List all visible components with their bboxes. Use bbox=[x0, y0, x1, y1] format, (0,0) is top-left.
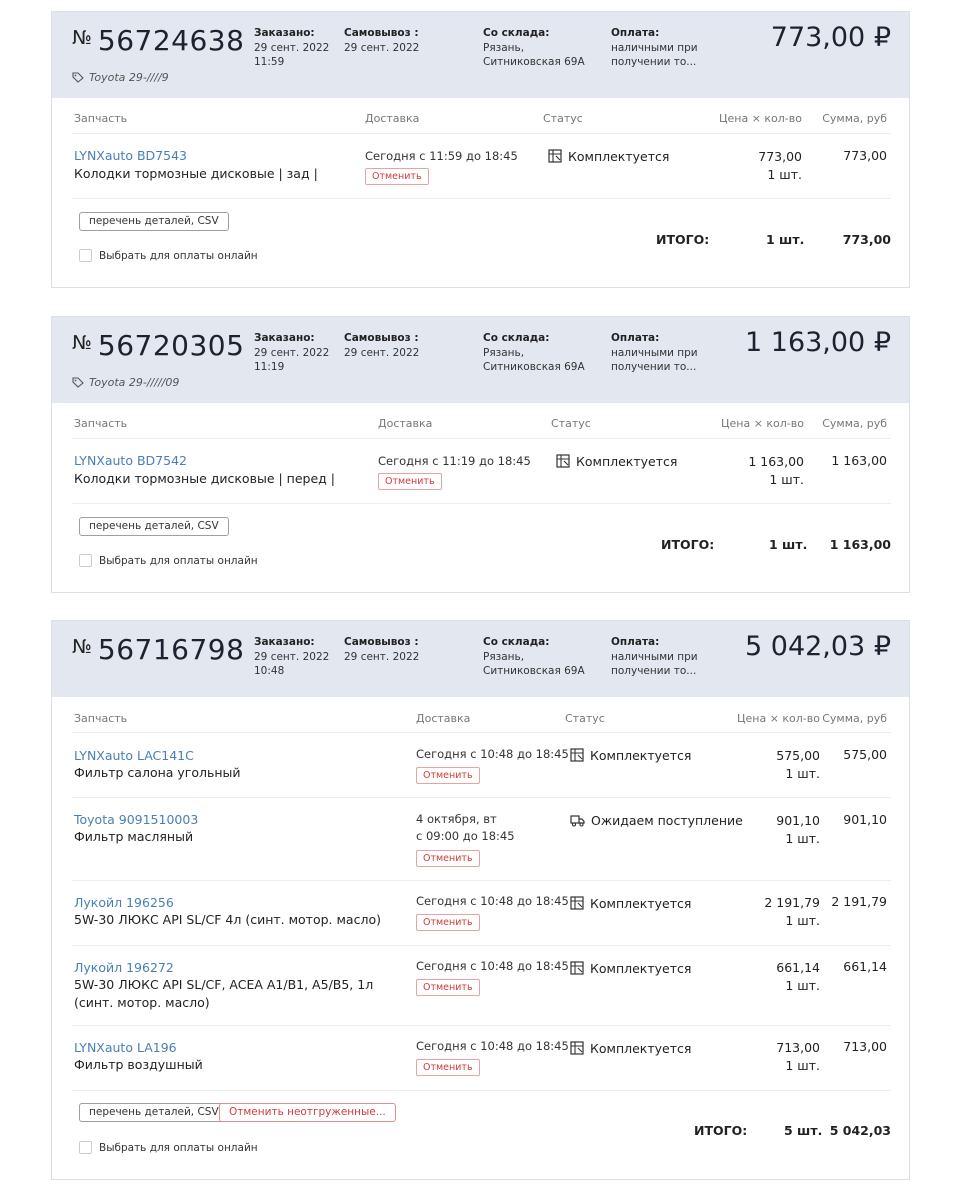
pay-online-checkbox[interactable]: Выбрать для оплаты онлайн bbox=[79, 1141, 258, 1154]
order-card bbox=[51, 620, 910, 1180]
col-sum: Сумма, руб bbox=[822, 712, 887, 725]
part-description: Колодки тормозные дисковые | зад | bbox=[74, 166, 318, 181]
item-status: Ожидаем поступление bbox=[570, 813, 743, 828]
itogo-qty: 1 шт. bbox=[769, 537, 808, 552]
delivery-time: Сегодня с 10:48 до 18:45 bbox=[416, 1039, 569, 1053]
cancel-item-button[interactable]: Отменить bbox=[416, 979, 480, 996]
pickup-info: Самовывоз : 29 сент. 2022 bbox=[344, 636, 420, 663]
divider bbox=[72, 438, 891, 439]
item-sum: 1 163,00 bbox=[831, 453, 887, 468]
divider bbox=[72, 1025, 891, 1026]
itogo-sum: 773,00 bbox=[842, 232, 891, 247]
order-number: № 56724638 bbox=[72, 24, 245, 57]
tag-icon bbox=[72, 377, 84, 388]
item-price: 901,10 1 шт. bbox=[776, 813, 820, 846]
itogo-label: ИТОГО: bbox=[661, 537, 715, 552]
order-card bbox=[51, 11, 910, 288]
col-price: Цена × кол-во bbox=[736, 712, 820, 725]
part-link[interactable]: LYNXauto LAC141C bbox=[74, 748, 194, 763]
col-delivery: Доставка bbox=[416, 712, 471, 725]
ordered-info: Заказано: 29 сент. 2022 11:19 bbox=[254, 332, 330, 373]
item-status: Комплектуется bbox=[570, 1041, 691, 1056]
order-card bbox=[51, 316, 910, 593]
car-tag: Toyota 29-/////09 bbox=[72, 376, 179, 389]
cancel-unshipped-button[interactable]: Отменить неотгруженные... bbox=[219, 1103, 396, 1122]
col-delivery: Доставка bbox=[378, 417, 433, 430]
pay-online-checkbox[interactable]: Выбрать для оплаты онлайн bbox=[79, 249, 258, 262]
delivery-time: 4 октября, вт с 09:00 до 18:45 bbox=[416, 812, 515, 843]
item-sum: 2 191,79 bbox=[831, 894, 887, 909]
divider bbox=[72, 1090, 891, 1091]
item-status: Комплектуется bbox=[556, 454, 677, 469]
item-price: 713,00 1 шт. bbox=[776, 1040, 820, 1073]
divider bbox=[72, 945, 891, 946]
itogo-qty: 1 шт. bbox=[766, 232, 805, 247]
item-price: 575,00 1 шт. bbox=[776, 748, 820, 781]
col-part: Запчасть bbox=[74, 112, 128, 125]
part-link[interactable]: LYNXauto BD7543 bbox=[74, 148, 187, 163]
item-status: Комплектуется bbox=[570, 748, 691, 763]
order-header bbox=[52, 621, 909, 697]
item-sum: 773,00 bbox=[843, 148, 887, 163]
divider bbox=[72, 133, 891, 134]
cancel-item-button[interactable]: Отменить bbox=[416, 767, 480, 784]
divider bbox=[72, 732, 891, 733]
divider bbox=[72, 797, 891, 798]
cancel-item-button[interactable]: Отменить bbox=[416, 1059, 480, 1076]
item-sum: 713,00 bbox=[843, 1039, 887, 1054]
cancel-item-button[interactable]: Отменить bbox=[416, 914, 480, 931]
item-sum: 661,14 bbox=[843, 959, 887, 974]
divider bbox=[72, 198, 891, 199]
cancel-item-button[interactable]: Отменить bbox=[378, 473, 442, 490]
col-status: Статус bbox=[543, 112, 583, 125]
box-assembling-icon bbox=[570, 748, 584, 762]
delivery-time: Сегодня с 10:48 до 18:45 bbox=[416, 747, 569, 761]
order-total: 5 042,03 ₽ bbox=[745, 631, 891, 662]
part-description: Фильтр салона угольный bbox=[74, 765, 241, 780]
box-assembling-icon bbox=[548, 149, 562, 163]
itogo-label: ИТОГО: bbox=[694, 1123, 748, 1138]
item-status: Комплектуется bbox=[570, 961, 691, 976]
order-header bbox=[52, 317, 909, 403]
itogo-label: ИТОГО: bbox=[656, 232, 710, 247]
item-sum: 575,00 bbox=[843, 747, 887, 762]
pickup-info: Самовывоз : 29 сент. 2022 bbox=[344, 27, 420, 54]
item-status: Комплектуется bbox=[548, 149, 669, 164]
part-description: Фильтр масляный bbox=[74, 829, 194, 844]
part-link[interactable]: LYNXauto BD7542 bbox=[74, 453, 187, 468]
box-assembling-icon bbox=[570, 1041, 584, 1055]
item-price: 773,00 1 шт. bbox=[758, 149, 802, 182]
cancel-item-button[interactable]: Отменить bbox=[365, 168, 429, 185]
divider bbox=[72, 880, 891, 881]
part-description: 5W-30 ЛЮКС API SL/CF 4л (синт. мотор. масло) bbox=[74, 912, 381, 927]
itogo-qty: 5 шт. bbox=[784, 1123, 823, 1138]
divider bbox=[72, 503, 891, 504]
col-sum: Сумма, руб bbox=[822, 417, 887, 430]
csv-export-button[interactable]: перечень деталей, CSV bbox=[79, 212, 229, 231]
checkbox[interactable] bbox=[79, 249, 92, 262]
checkbox[interactable] bbox=[79, 1141, 92, 1154]
store-info: Со склада: Рязань, Ситниковская 69А bbox=[483, 27, 585, 68]
order-number: № 56720305 bbox=[72, 329, 245, 362]
col-part: Запчасть bbox=[74, 712, 128, 725]
delivery-time: Сегодня с 11:19 до 18:45 bbox=[378, 454, 531, 468]
part-description: Колодки тормозные дисковые | перед | bbox=[74, 471, 335, 486]
cancel-item-button[interactable]: Отменить bbox=[416, 850, 480, 867]
ordered-info: Заказано: 29 сент. 2022 11:59 bbox=[254, 27, 330, 68]
order-header bbox=[52, 12, 909, 98]
csv-export-button[interactable]: перечень деталей, CSV bbox=[79, 1103, 229, 1122]
delivery-time: Сегодня с 10:48 до 18:45 bbox=[416, 959, 569, 973]
delivery-time: Сегодня с 10:48 до 18:45 bbox=[416, 894, 569, 908]
part-description: Фильтр воздушный bbox=[74, 1057, 203, 1072]
col-delivery: Доставка bbox=[365, 112, 420, 125]
col-price: Цена × кол-во bbox=[718, 112, 802, 125]
store-info: Со склада: Рязань, Ситниковская 69А bbox=[483, 332, 585, 373]
item-price: 2 191,79 1 шт. bbox=[764, 895, 820, 928]
truck-icon bbox=[570, 814, 585, 827]
csv-export-button[interactable]: перечень деталей, CSV bbox=[79, 517, 229, 536]
item-price: 661,14 1 шт. bbox=[776, 960, 820, 993]
delivery-time: Сегодня с 11:59 до 18:45 bbox=[365, 149, 518, 163]
box-assembling-icon bbox=[556, 454, 570, 468]
tag-icon bbox=[72, 72, 84, 83]
box-assembling-icon bbox=[570, 961, 584, 975]
col-status: Статус bbox=[565, 712, 605, 725]
order-total: 773,00 ₽ bbox=[770, 22, 891, 53]
item-price: 1 163,00 1 шт. bbox=[748, 454, 804, 487]
part-link[interactable]: Лукойл 196256 bbox=[74, 895, 174, 910]
pickup-info: Самовывоз : 29 сент. 2022 bbox=[344, 332, 420, 359]
part-description: 5W-30 ЛЮКС API SL/CF, ACEA A1/B1, A5/B5, 1л (синт. мотор. масло) bbox=[74, 977, 374, 1010]
payment-info: Оплата: наличными при получении то... bbox=[611, 27, 698, 68]
payment-info: Оплата: наличными при получении то... bbox=[611, 636, 698, 677]
pay-online-checkbox[interactable]: Выбрать для оплаты онлайн bbox=[79, 554, 258, 567]
itogo-sum: 1 163,00 bbox=[829, 537, 891, 552]
ordered-info: Заказано: 29 сент. 2022 10:48 bbox=[254, 636, 330, 677]
item-sum: 901,10 bbox=[843, 812, 887, 827]
item-status: Комплектуется bbox=[570, 896, 691, 911]
col-sum: Сумма, руб bbox=[822, 112, 887, 125]
order-total: 1 163,00 ₽ bbox=[745, 327, 891, 358]
part-link[interactable]: LYNXauto LA196 bbox=[74, 1040, 177, 1055]
store-info: Со склада: Рязань, Ситниковская 69А bbox=[483, 636, 585, 677]
checkbox[interactable] bbox=[79, 554, 92, 567]
part-link[interactable]: Toyota 9091510003 bbox=[74, 812, 199, 827]
part-link[interactable]: Лукойл 196272 bbox=[74, 960, 174, 975]
col-status: Статус bbox=[551, 417, 591, 430]
box-assembling-icon bbox=[570, 896, 584, 910]
itogo-sum: 5 042,03 bbox=[829, 1123, 891, 1138]
col-price: Цена × кол-во bbox=[720, 417, 804, 430]
car-tag: Toyota 29-////9 bbox=[72, 71, 169, 84]
payment-info: Оплата: наличными при получении то... bbox=[611, 332, 698, 373]
order-number: № 56716798 bbox=[72, 633, 245, 666]
col-part: Запчасть bbox=[74, 417, 128, 430]
